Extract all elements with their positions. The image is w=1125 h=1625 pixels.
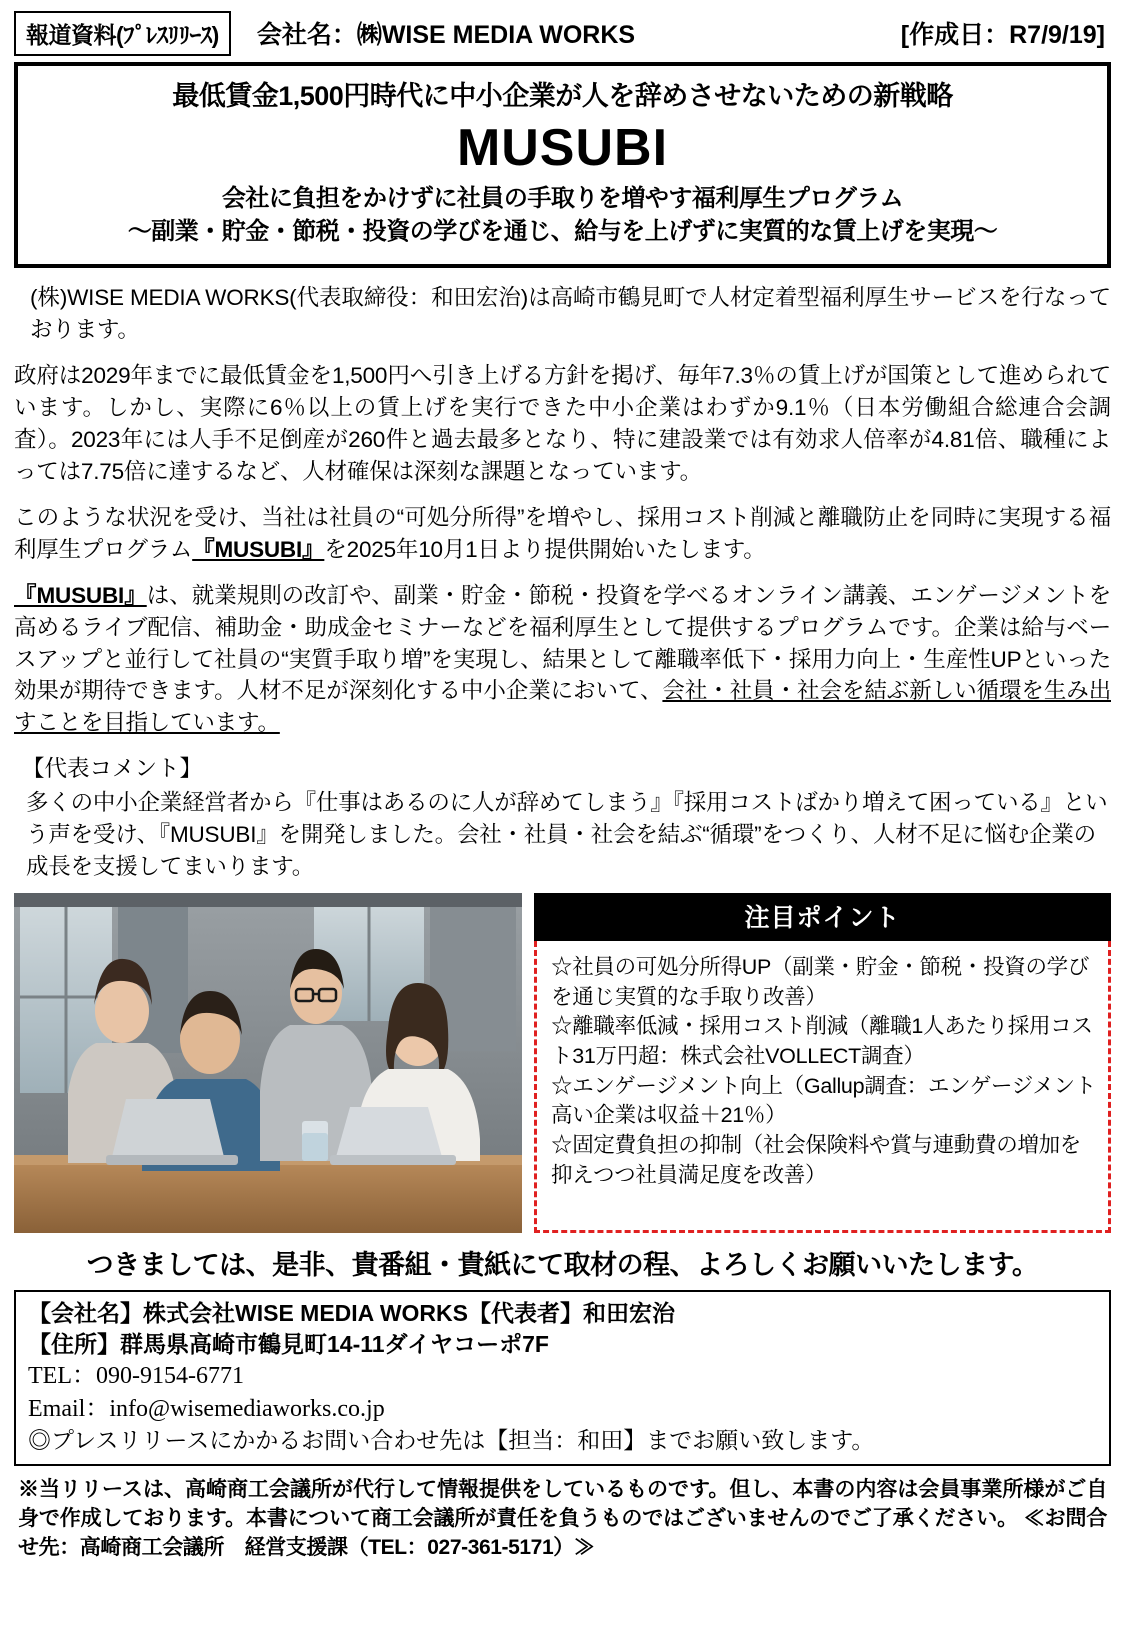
water-glass	[302, 1121, 328, 1161]
contact-email-line: Email：info@wisemediaworks.co.jp	[28, 1395, 385, 1422]
contact-box	[14, 1290, 1111, 1466]
highlight-point-item: ☆エンゲージメント向上（Gallup調査：エンゲージメント高い企業は収益＋21％）	[551, 1073, 1096, 1128]
contact-tel-line: TEL：090-9154-6771	[28, 1363, 244, 1390]
program-detail-text: は、就業規則の改訂や、副業・貯金・節税・投資を学べるオンライン講義、エンゲージメントを高めるライブ配信、補助金・助成金セミナーなどを福利厚生として提供するプログラムです。企業は給与ベースアップと並行して社員の“実質手取り増”を実現し、結果として離職率低下・採用力向上・生産性UPといった効果が期待できます。人材不足が深刻化する中小企業において、	[14, 582, 1112, 704]
program-brand-name: MUSUBI	[456, 119, 669, 178]
intro-paragraph: (株)WISE MEDIA WORKS(代表取締役：和田宏治)は高崎市鶴見町で人材定着型福利厚生サービスを行なっております。	[30, 285, 1111, 343]
footnote-text: ※当リリースは、高崎商工会議所が代行して情報提供をしているものです。但し、本書の内容は会員事業所様がご自身で作成しております。本書について商工会議所が責任を負うものではございませんのでご了承ください。	[18, 1478, 1107, 1530]
highlight-points-box	[534, 941, 1111, 1233]
highlight-points	[534, 893, 1111, 1233]
launch-paragraph	[14, 502, 1111, 566]
highlight-points-title: 注目ポイント	[534, 893, 1111, 941]
document-header	[14, 10, 1111, 56]
company-name-label: 会社名：㈱WISE MEDIA WORKS	[256, 21, 636, 49]
program-goal-text: 会社・社員・社会を結ぶ新しい循環を生み出すことを目指しています。	[14, 678, 1111, 736]
background-paragraph: 政府は2029年までに最低賃金を1,500円へ引き上げる方針を掲げ、毎年7.3％の賃上げが国策として進められています。しかし、実際に6％以上の賃上げを実行できた中小企業はわずか9.1％（日本労働組合総連合会調査）。2023年には人手不足倒産が260件と過去最多となり、特に建設業では有効求人倍率が4.81倍、職種によっては7.75倍に達するなど、人材確保は深刻な課題となっています。	[14, 363, 1111, 484]
contact-address-line: 【住所】群馬県高崎市鶴見町14-11ダイヤコーポ7F	[28, 1331, 549, 1358]
program-name-inline-1: 『MUSUBI』	[192, 536, 325, 562]
media-row	[14, 893, 1111, 1233]
highlight-point-item: ☆社員の可処分所得UP（副業・貯金・節税・投資の学びを通じ実質的な手取り改善）	[551, 955, 1090, 1009]
title-subtitle-1: 会社に負担をかけずに社員の手取りを増やす福利厚生プログラム	[221, 185, 904, 213]
call-to-action: つきましては、是非、貴番組・貴紙にて取材の程、よろしくお願いいたします。	[86, 1250, 1039, 1281]
creation-date-label: [作成日：R7/9/19]	[900, 21, 1105, 49]
highlight-point-item: ☆離職率低減・採用コスト削減（離職1人あたり採用コスト31万円超：株式会社VOLLECT調査）	[551, 1014, 1093, 1069]
title-subtitle-2: 〜副業・貯金・節税・投資の学びを通じ、給与を上げずに実質的な賃上げを実現〜	[127, 217, 998, 245]
representative-comment-body: 多くの中小企業経営者から『仕事はあるのに人が辞めてしまう』『採用コストばかり増えて困っている』という声を受け、『MUSUBI』を開発しました。会社・社員・社会を結ぶ“循環”をつくり、人材不足に悩む企業の成長を支援してまいります。	[26, 790, 1108, 880]
footnote-contact: ≪お問合せ先：高崎商工会議所 経営支援課（TEL：027-361-5171）≫	[18, 1507, 1107, 1559]
press-release-tag: 報道資料(ﾌﾟﾚｽﾘﾘｰｽ)	[14, 11, 231, 56]
launch-text-a: このような状況を受け、当社は社員の“可処分所得”を増やし、採用コスト削減と離職防止を同時に実現する福利厚生プログラム	[14, 504, 1111, 562]
footnote	[14, 1476, 1111, 1563]
contact-company-line: 【会社名】株式会社WISE MEDIA WORKS【代表者】和田宏治	[28, 1300, 675, 1327]
program-detail-paragraph	[14, 580, 1111, 740]
launch-text-c: を2025年10月1日より提供開始いたします。	[324, 536, 766, 562]
office-team-photo	[14, 893, 522, 1233]
program-name-inline-2: 『MUSUBI』	[14, 582, 147, 608]
title-box	[14, 62, 1111, 268]
highlight-point-item: ☆固定費負担の抑制（社会保険料や賞与連動費の増加を抑えつつ社員満足度を改善）	[551, 1133, 1082, 1187]
contact-inquiry-line: ◎プレスリリースにかかるお問い合わせ先は【担当：和田】までお願い致します。	[28, 1426, 875, 1453]
title-lead: 最低賃金1,500円時代に中小企業が人を辞めさせないための新戦略	[172, 81, 953, 111]
photo-illustration	[14, 893, 522, 1233]
representative-comment-heading: 【代表コメント】	[22, 756, 203, 782]
